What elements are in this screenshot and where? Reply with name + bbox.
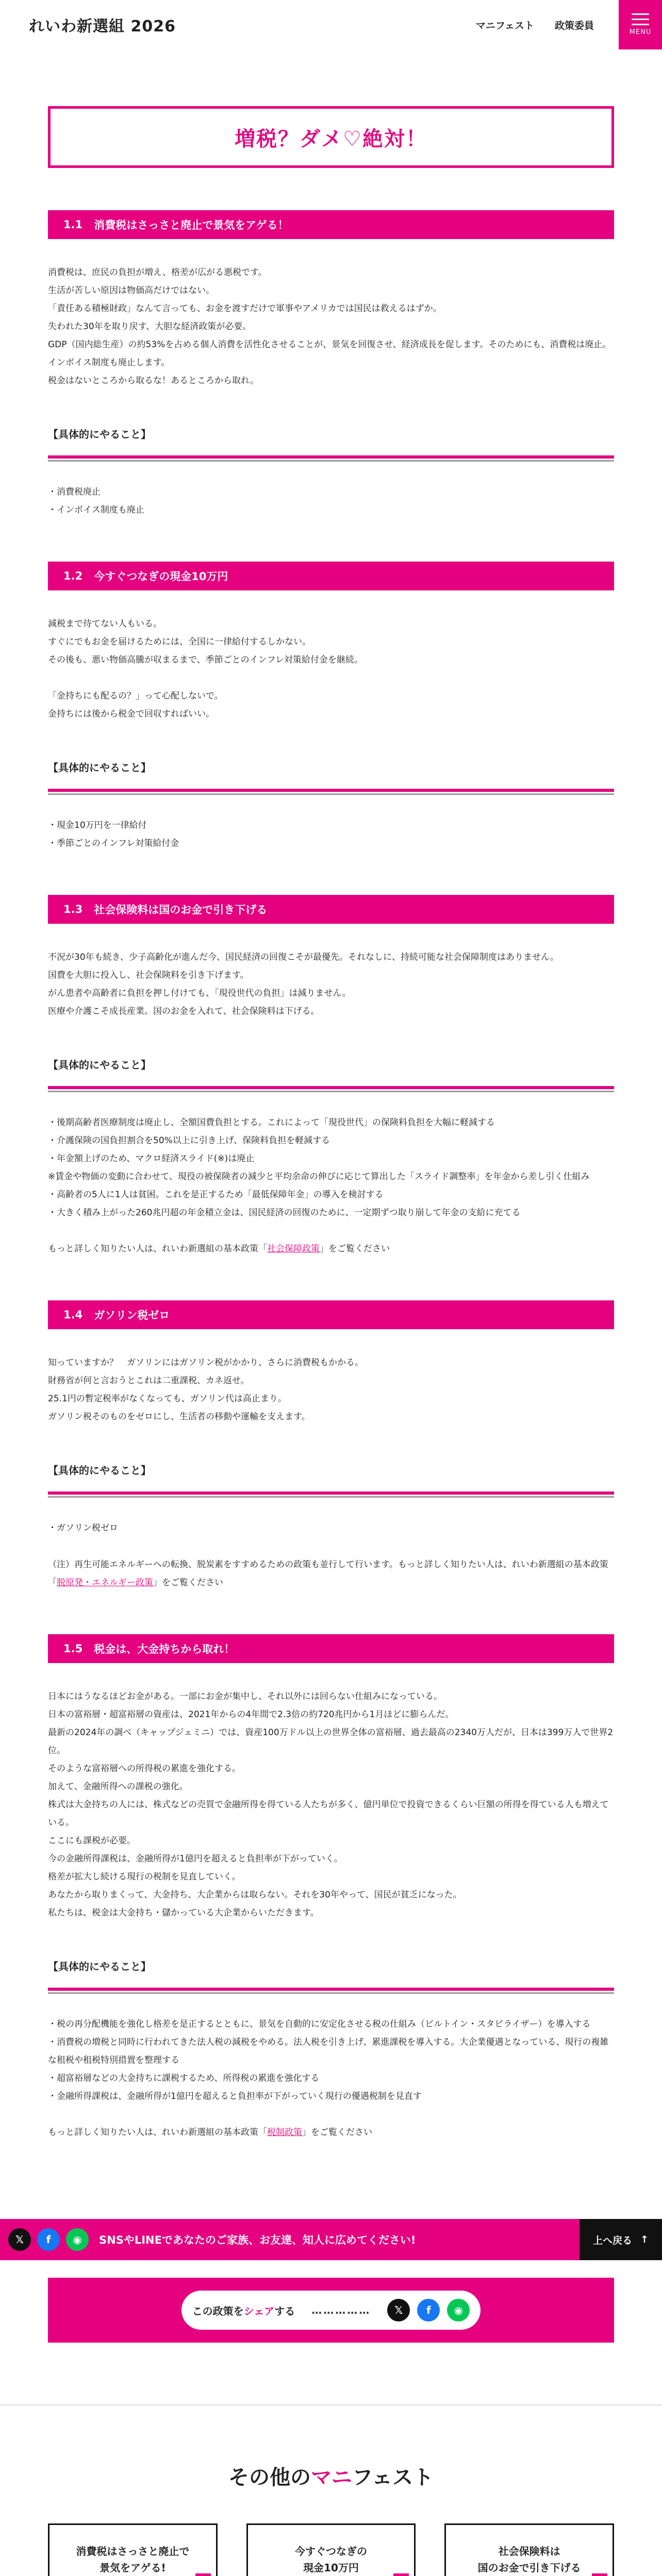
menu-label: MENU [629,28,652,36]
body-line: 減税まで待てない人もいる。 [48,619,162,629]
share-section [48,2278,614,2343]
share-bar-icons [0,2228,89,2251]
body-line: GDP（国内総生産）の約53%を占める個人消費を活性化させることが、景気を回復させ、経済成長を促します。そのためにも、消費税は廃止。インボイス制度も廃止します。 [48,340,611,368]
body-line: あなたから取りまくって、大金持ち、大企業からは取らない。それを30年やって、国民が貧乏になった。 [48,1890,462,1900]
todo-item-tail: 」をご覧ください [302,2127,372,2138]
todo-list [48,483,614,519]
body-line: そのような富裕層への所得税の累進を強化する。 [48,1764,241,1774]
todo-list [48,1519,614,1537]
body-line: 私たちは、税金は大金持ち・儲かっている大企業からいただきます。 [48,1908,319,1918]
todo-heading: 【具体的にやること】 [48,1958,614,1991]
page-title-box [48,106,614,168]
body-line: 株式は大金持ちの人には、株式などの売買で金融所得を得ている人たちが多く、億円単位で投資できるくらい巨額の所得を得ている人も増えている。 [48,1800,609,1828]
line-share-icon[interactable]: ◉ [66,2228,89,2251]
section-body [48,1354,614,1426]
arrow-right-icon [393,2573,409,2576]
arrow-up-icon: ↑ [640,2234,649,2245]
policy-section [48,1300,614,1592]
manifest-card[interactable] [444,2523,614,2576]
body-line: がん患者や高齢者に負担を押し付けても、「現役世代の負担」は減りません。 [48,988,351,998]
todo-item [48,1519,614,1537]
section-heading [48,895,614,924]
body-line: 国費を大胆に投入し、社会保険料を引き下げます。 [48,970,249,980]
section-heading-text: ガソリン税ゼロ [94,1309,170,1321]
share-pill-dots: …………… [311,2304,371,2316]
nav-policy-committee[interactable]: 政策委員 [554,20,594,31]
todo-item-text: もっと詳しく知りたい人は、れいわ新選組の基本政策「 [48,1244,267,1254]
todo-item-text: ・税の再分配機能を強化し格差を是正するとともに、景気を自動的に安定化させる税の仕組み（ビルトイン・スタビライザー）を導入する [48,2019,591,2029]
section-heading [48,1300,614,1329]
brand-logo[interactable]: れいわ新選組 2026 [29,18,176,36]
menu-button[interactable] [619,0,662,49]
section-heading-text: 税金は、大金持ちから取れ！ [94,1643,235,1655]
todo-item-text: ・消費税廃止 [48,487,101,497]
todo-item-text: ・大きく積み上がった260兆円超の年金積立金は、国民経済の回復のために、一定期ずつ取り崩して年金の支給に充てる [48,1208,521,1218]
body-line: すぐにでもお金を届けるためには、全国に一律給付するしかない。 [48,637,311,647]
arrow-right-icon [592,2573,607,2576]
todo-heading: 【具体的にやること】 [48,1057,614,1089]
todo-item-text: ・年金額上げのため、マクロ経済スライド(※)は廃止 [48,1154,255,1164]
section-body [48,615,614,723]
share-bar [0,2219,662,2260]
todo-heading: 【具体的にやること】 [48,426,614,459]
body-line: 日本にはうなるほどお金がある。一部にお金が集中し、それ以外には回らない仕組みになっている。 [48,1691,442,1702]
body-line: 税金はないところから取るな！あるところから取れ。 [48,376,259,386]
todo-list [48,1114,614,1258]
body-line: 25.1円の暫定税率がなくなっても、ガソリン代は高止まり。 [48,1394,287,1404]
section-number: 1.4 [63,1309,83,1321]
hamburger-icon [632,13,649,25]
todo-item-text: ※賃金や物価の変動に合わせて、現役の被保険者の減少と平均余命の伸びに応じて算出した「スライド調整率」を年金から差し引く仕組み [48,1172,590,1182]
todo-item [48,1168,614,1186]
todo-item [48,483,614,501]
facebook-share-icon[interactable]: f [417,2299,440,2321]
todo-item [48,2124,614,2142]
manifest-card[interactable] [48,2523,218,2576]
other-manifest-title: その他のマニフェスト [228,2466,434,2489]
policy-sections [48,210,614,2142]
arrow-right-icon [195,2573,211,2576]
policy-section [48,895,614,1258]
manifest-card-title: 社会保険料は 国のお金で引き下げる [477,2545,581,2574]
note-tail: 」をご覧ください [153,1578,223,1588]
todo-item-text: ・高齢者の5人に1人は貧困。これを是正するため「最低保障年金」の導入を検討する [48,1190,384,1200]
body-line: 不況が30年も続き、少子高齢化が進んだ今、国民経済の回復こそが最優先。それなしに、持続可能な社会保障制度はありません。 [48,952,559,962]
section-number: 1.5 [63,1642,83,1655]
share-bar-text: SNSやLINEであなたのご家族、お友達、知人に広めてください! [99,2234,416,2246]
todo-item-text: もっと詳しく知りたい人は、れいわ新選組の基本政策「 [48,2127,267,2138]
body-line: 格差が拡大し続ける現行の税制を見直していく。 [48,1872,241,1882]
todo-item [48,1114,614,1132]
share-pill-text: この政策をシェアする [192,2304,295,2317]
policy-section [48,562,614,853]
body-line [48,669,614,687]
section-heading [48,210,614,239]
body-line: 加えて、金融所得への課税の強化。 [48,1782,188,1792]
todo-item-text: ・季節ごとのインフレ対策給付金 [48,838,179,849]
main-content [0,106,662,2142]
body-line: 金持ちには後から税金で回収すればいい。 [48,709,214,719]
body-line: 医療や介護こそ成長産業。国のお金を入れて、社会保険料は下げる。 [48,1006,320,1016]
manifest-card-title: 今すぐつなぎの 現金10万円 [294,2545,367,2574]
todo-item [48,1204,614,1222]
todo-item-text: ・ガソリン税ゼロ [48,1523,118,1533]
policy-link[interactable]: 税制政策 [267,2127,302,2138]
policy-section [48,210,614,519]
todo-list [48,2015,614,2142]
policy-link[interactable]: 社会保障政策 [267,1244,320,1254]
back-to-top-label: 上へ戻る [593,2234,633,2246]
todo-item-text: ・現金10万円を一律給付 [48,820,147,831]
todo-item [48,1132,614,1150]
todo-item [48,1240,614,1258]
nav-manifest[interactable]: マニフェスト [475,20,534,31]
body-line: その後も、悪い物価高騰が収まるまで、季節ごとのインフレ対策給付金を継続。 [48,655,363,665]
todo-item-text: ・インボイス制度も廃止 [48,505,144,515]
todo-item [48,1150,614,1168]
todo-item [48,2070,614,2088]
section-heading [48,562,614,590]
policy-section [48,1634,614,2142]
section-body [48,264,614,390]
body-line: 最新の2024年の調べ（キャップジェミニ）では、資産100万ドル以上の世界全体の富裕層、過去最高の2340万人だが、日本は399万人で世界2位。 [48,1727,614,1756]
section-note [48,1556,614,1592]
todo-item-text: ・後期高齢者医療制度は廃止し、全額国費負担とする。これによって「現役世代」の保険料負担を大幅に軽減する [48,1117,495,1128]
todo-item-text: ・消費税の増税と同時に行われてきた法人税の減税をやめる。法人税を引き上げ、累進課税を導入する。大企業優遇となっている、現行の複雑な租税や租税特別措置を整理する [48,2037,609,2065]
section-body [48,948,614,1021]
todo-list [48,817,614,853]
body-line: ここにも課税が必要。 [48,1836,136,1846]
todo-item-text: ・介護保険の国負担割合を50%以上に引き上げ、保険料負担を軽減する [48,1136,330,1146]
share-pill [181,2291,481,2330]
todo-item [48,817,614,835]
body-line: ガソリン税そのものをゼロにし、生活者の移動や運輸を支えます。 [48,1412,310,1422]
todo-item [48,1222,614,1240]
body-line: 知っていますか？ ガソリンにはガソリン税がかかり、さらに消費税もかかる。 [48,1358,363,1368]
section-number: 1.3 [63,903,83,916]
todo-item [48,2106,614,2124]
header-nav [476,18,594,32]
body-line: 「金持ちにも配るの？」って心配しないで。 [48,691,223,701]
body-line: 今の金融所得課税は、金融所得が1億円を超えると負担率が下がっていく。 [48,1854,343,1864]
section-divider [0,2404,662,2405]
facebook-share-icon[interactable]: f [37,2228,60,2251]
section-heading [48,1634,614,1663]
x-share-icon[interactable]: 𝕏 [8,2228,31,2251]
body-line: 「責任ある積極財政」なんて言っても、お金を渡すだけで軍事やアメリカでは国民は救えるはずか。 [48,303,442,314]
section-number: 1.1 [63,218,83,231]
site-header [0,0,662,49]
todo-item-text: ・金融所得課税は、金融所得が1億円を超えると負担率が下がっていく現行の優遇税制を見直す [48,2091,422,2102]
section-heading-text: 消費税はさっさと廃止で景気をアゲる！ [94,219,289,231]
todo-heading: 【具体的にやること】 [48,759,614,792]
body-line: 財務省が何と言おうとこれは二重課税、カネ返せ。 [48,1376,250,1386]
section-number: 1.2 [63,570,83,582]
todo-item-tail: 」をご覧ください [320,1244,390,1254]
todo-item [48,1186,614,1204]
line-share-icon[interactable]: ◉ [447,2299,470,2321]
todo-item [48,2015,614,2033]
header-right [476,0,662,49]
manifest-card-title: 消費税はさっさと廃止で 景気をアゲる! [76,2545,190,2574]
todo-heading: 【具体的にやること】 [48,1462,614,1495]
todo-item-text: ・超富裕層などの大金持ちに課税するため、所得税の累進を強化する [48,2073,320,2083]
todo-item [48,835,614,853]
section-body [48,1688,614,1922]
x-share-icon[interactable]: 𝕏 [387,2299,410,2321]
section-heading-text: 社会保険料は国のお金で引き下げる [94,904,268,916]
back-to-top-button[interactable] [580,2219,662,2260]
body-line: 失われた30年を取り戻す、大胆な経済政策が必要。 [48,321,252,332]
section-heading-text: 今すぐつなぎの現金10万円 [94,570,228,583]
body-line: 生活が苦しい原因は物価高だけではない。 [48,285,214,296]
todo-item [48,2088,614,2106]
todo-item [48,501,614,519]
body-line: 日本の富裕層・超富裕層の資産は、2021年からの4年間で2.3倍の約720兆円から1月ほどに膨らんだ。 [48,1709,454,1720]
todo-item [48,2033,614,2070]
policy-link[interactable]: 脱原発・エネルギー政策 [57,1578,153,1588]
page-title: 増税？ダメ♡絶対！ [235,127,427,151]
manifest-card[interactable] [246,2523,416,2576]
body-line: 消費税は、庶民の負担が増え、格差が広がる悪税です。 [48,267,267,278]
note-text: （注）再生可能エネルギーへの転換、脱炭素をすすめるための政策も並行して行います。もっと詳しく知りたい人は、れいわ新選組の基本政策「 [48,1560,608,1588]
other-manifest-grid [48,2523,614,2576]
